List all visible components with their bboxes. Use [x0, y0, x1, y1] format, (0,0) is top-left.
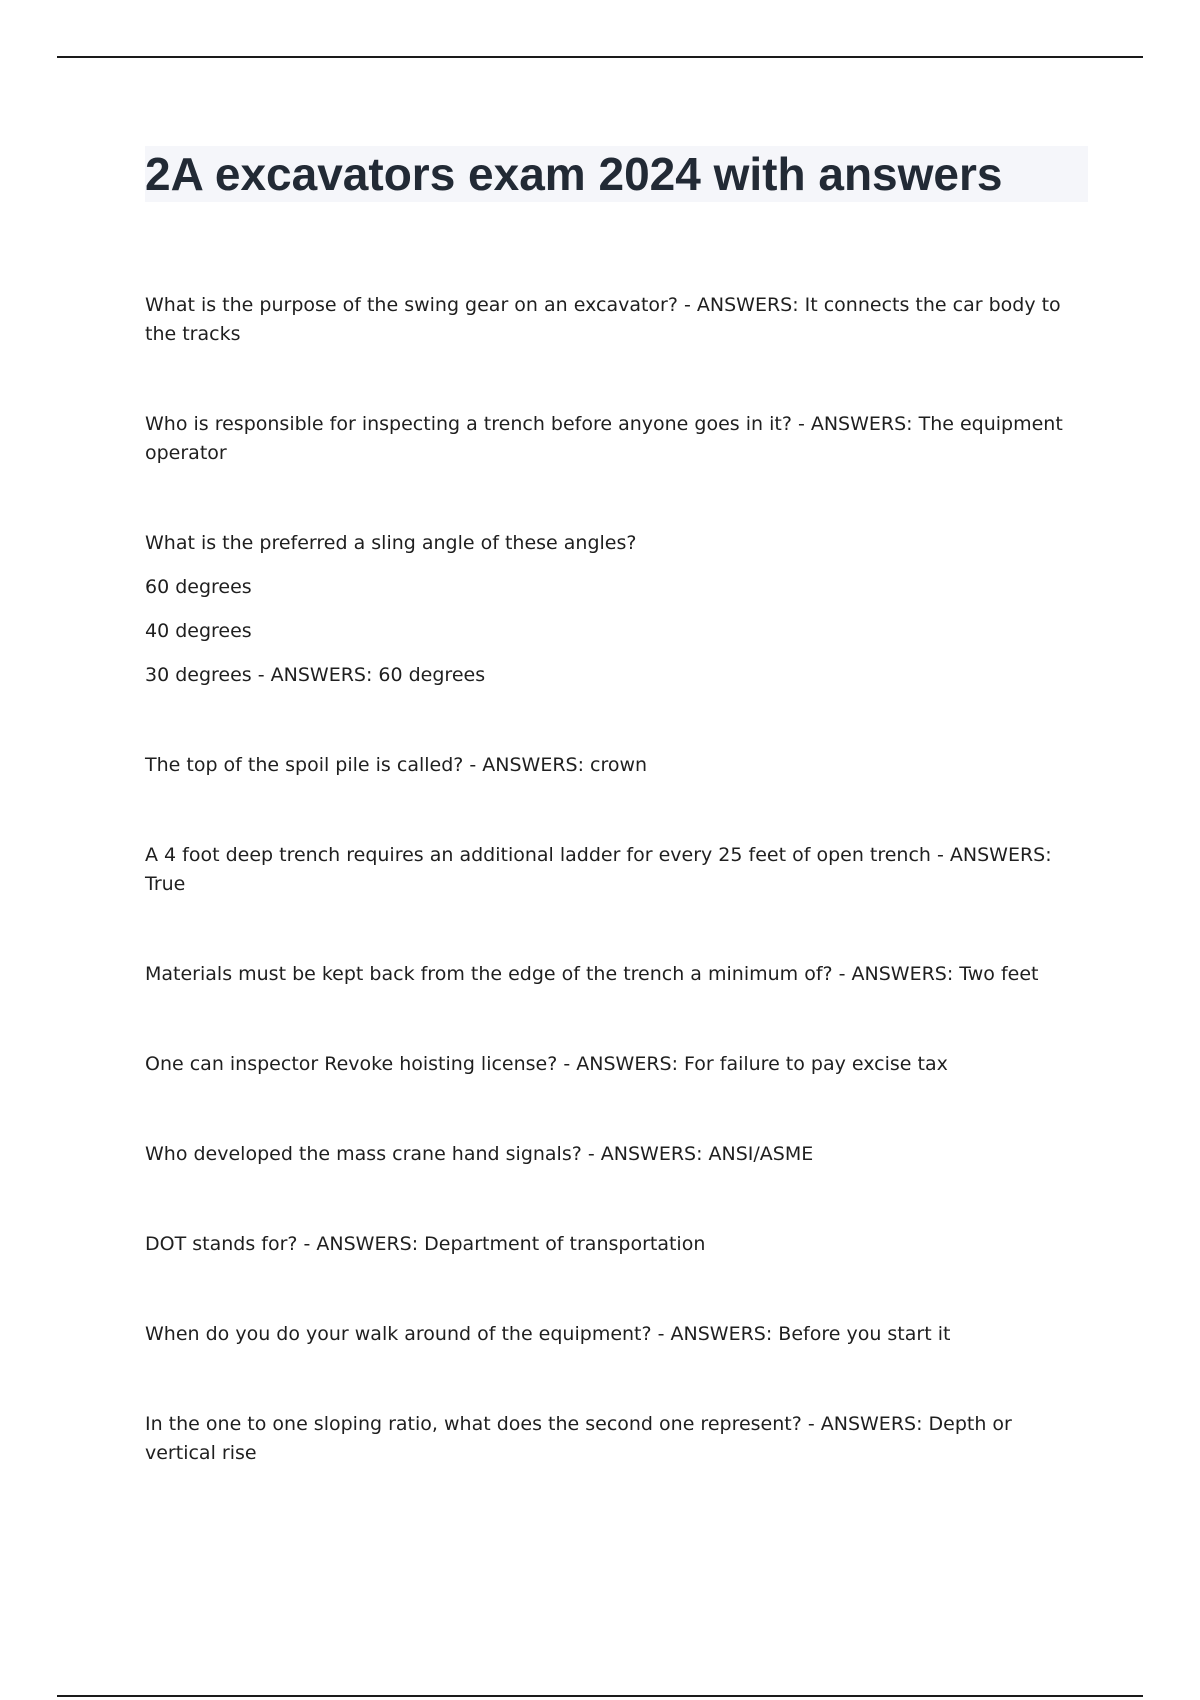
qa-item-walk-around: When do you do your walk around of the equipment? - ANSWERS: Before you start it	[145, 1323, 951, 1345]
qa-option-30-answer: 30 degrees - ANSWERS: 60 degrees	[145, 664, 486, 686]
qa-list	[145, 291, 1085, 1468]
qa-item-hand-signals: Who developed the mass crane hand signals? - ANSWERS: ANSI/ASME	[145, 1143, 814, 1165]
qa-item-spoil-pile: The top of the spoil pile is called? - ANSWERS: crown	[145, 754, 648, 776]
qa-item-dot: DOT stands for? - ANSWERS: Department of transportation	[145, 1233, 706, 1255]
qa-item-materials-distance: Materials must be kept back from the edge of the trench a minimum of? - ANSWERS: Two feet	[145, 963, 1039, 985]
qa-item-swing-gear: What is the purpose of the swing gear on an excavator? - ANSWERS: It connects the car body to the tracks	[145, 294, 1061, 345]
qa-option-40: 40 degrees	[145, 620, 252, 642]
top-rule	[57, 56, 1143, 58]
qa-item-sling-angle-question: What is the preferred a sling angle of these angles?	[145, 532, 637, 554]
qa-item-trench-inspection: Who is responsible for inspecting a trench before anyone goes in it? - ANSWERS: The equipment operator	[145, 413, 1063, 464]
document-title: 2A excavators exam 2024 with answers	[145, 148, 1003, 200]
qa-option-60: 60 degrees	[145, 576, 252, 598]
bottom-rule	[57, 1695, 1143, 1697]
qa-item-revoke-license: One can inspector Revoke hoisting license? - ANSWERS: For failure to pay excise tax	[145, 1053, 948, 1075]
qa-item-ladder: A 4 foot deep trench requires an additional ladder for every 25 feet of open trench - ANSWERS: True	[145, 844, 1052, 895]
qa-item-sloping-ratio: In the one to one sloping ratio, what does the second one represent? - ANSWERS: Depth or vertical rise	[145, 1413, 1012, 1464]
